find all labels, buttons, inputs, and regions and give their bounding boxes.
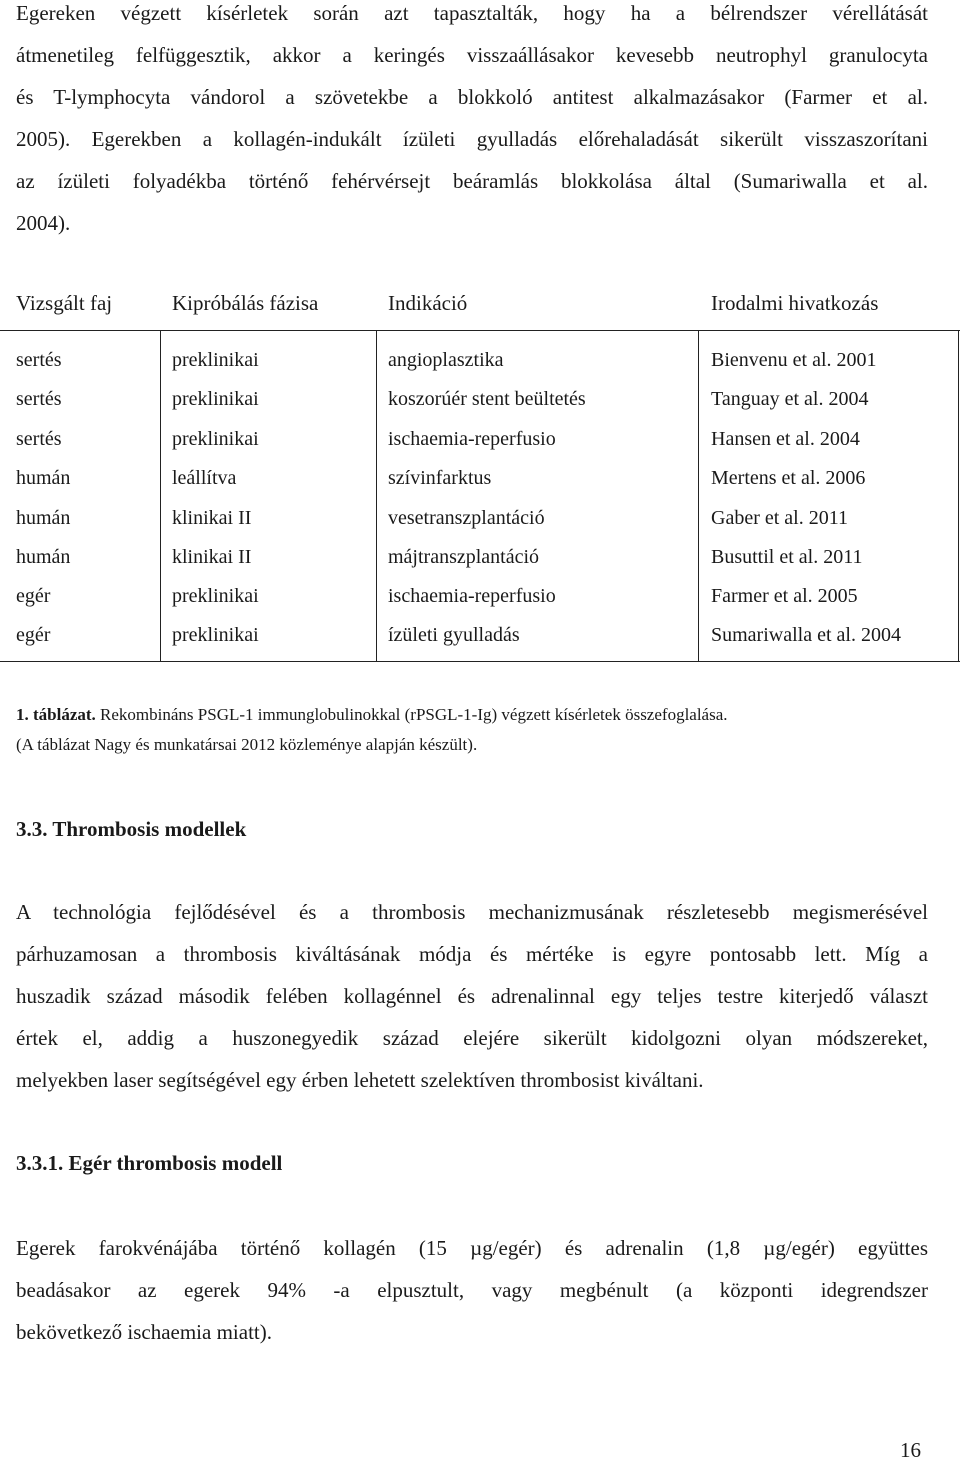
table-header-rule [0,330,960,331]
text-line: az ízületi folyadékba történő fehérvérsejt beáramlás blokkolása által (Sumariwalla et al. [16,169,928,193]
text-line: huszadik század második felében kollagénnel és adrenalinnal egy teljes testre kiterjedő választ [16,984,928,1008]
column-divider [160,330,161,662]
table-cell: Busuttil et al. 2011 [711,546,863,568]
column-divider [958,330,959,662]
column-divider [698,330,699,662]
table-cell: preklinikai [172,349,259,371]
table-cell: Sumariwalla et al. 2004 [711,624,901,646]
table-cell: preklinikai [172,624,259,646]
table-cell: preklinikai [172,388,259,410]
table-cell: humán [16,467,71,489]
text-line: Egerek farokvénájába történő kollagén (15 µg/egér) és adrenalin (1,8 µg/egér) együttes [16,1236,928,1260]
column-divider [376,330,377,662]
table-cell: Gaber et al. 2011 [711,507,848,529]
caption-line: (A táblázat Nagy és munkatársai 2012 közleménye alapján készült). [16,735,478,754]
text-line: melyekben laser segítségével egy érben lehetett szelektíven thrombosist kiváltani. [16,1068,704,1092]
table-cell: klinikai II [172,546,252,568]
table-cell: sertés [16,428,62,450]
table-header-phase: Kipróbálás fázisa [172,291,319,315]
subsection-heading: 3.3.1. Egér thrombosis modell [16,1151,283,1175]
text-line: Egereken végzett kísérletek során azt tapasztalták, hogy ha a bélrendszer vérellátását [16,1,928,25]
table-cell: ischaemia-reperfusio [388,585,556,607]
table-caption [16,700,936,760]
table-cell: klinikai II [172,507,252,529]
table-header-reference: Irodalmi hivatkozás [711,291,879,315]
paragraph-2 [16,891,928,1101]
table-cell: humán [16,507,71,529]
text-line: A technológia fejlődésével és a thrombosis mechanizmusának részletesebb megismerésével [16,900,928,924]
table-cell: egér [16,624,51,646]
table-bottom-rule [0,661,960,662]
text-line: párhuzamosan a thrombosis kiváltásának módja és mértéke is egyre pontosabb lett. Míg a [16,942,928,966]
table-cell: egér [16,585,51,607]
caption-label: 1. táblázat. [16,705,96,724]
caption-line [16,700,936,730]
table-cell: Mertens et al. 2006 [711,467,866,489]
paragraph-1 [16,0,928,244]
results-table [0,278,960,662]
table-cell: ízületi gyulladás [388,624,520,646]
table-cell: koszorúér stent beültetés [388,388,586,410]
table-cell: vesetranszplantáció [388,507,545,529]
text-line: értek el, addig a huszonegyedik század elejére sikerült kidolgozni olyan módszereket, [16,1026,928,1050]
text-line: 2004). [16,211,71,235]
table-cell: humán [16,546,71,568]
text-line: beadásakor az egerek 94% -a elpusztult, vagy megbénult (a központi idegrendszer [16,1278,928,1302]
table-cell: angioplasztika [388,349,504,371]
table-cell: májtranszplantáció [388,546,540,568]
table-header-species: Vizsgált faj [16,291,113,315]
text-line: 2005). Egerekben a kollagén-indukált ízületi gyulladás előrehaladását sikerült visszaszorítani [16,127,928,151]
table-cell: Hansen et al. 2004 [711,428,860,450]
text-line: átmenetileg felfüggesztik, akkor a keringés visszaállásakor kevesebb neutrophyl granulocyta [16,43,928,67]
page-number: 16 [900,1438,921,1462]
table-cell: ischaemia-reperfusio [388,428,556,450]
table-cell: sertés [16,349,62,371]
text-line: bekövetkező ischaemia miatt). [16,1320,272,1344]
table-cell: preklinikai [172,585,259,607]
table-cell: preklinikai [172,428,259,450]
text-line: és T-lymphocyta vándorol a szövetekbe a blokkoló antitest alkalmazásakor (Farmer et al. [16,85,928,109]
table-header-indication: Indikáció [388,291,468,315]
section-heading: 3.3. Thrombosis modellek [16,817,247,841]
table-cell: Tanguay et al. 2004 [711,388,869,410]
table-cell: szívinfarktus [388,467,492,489]
table-cell: Farmer et al. 2005 [711,585,858,607]
table-cell: leállítva [172,467,237,489]
caption-text: Rekombináns PSGL-1 immunglobulinokkal (rPSGL-1-Ig) végzett kísérletek összefoglalása. [95,705,728,724]
paragraph-3 [16,1227,928,1353]
table-cell: Bienvenu et al. 2001 [711,349,877,371]
table-cell: sertés [16,388,62,410]
